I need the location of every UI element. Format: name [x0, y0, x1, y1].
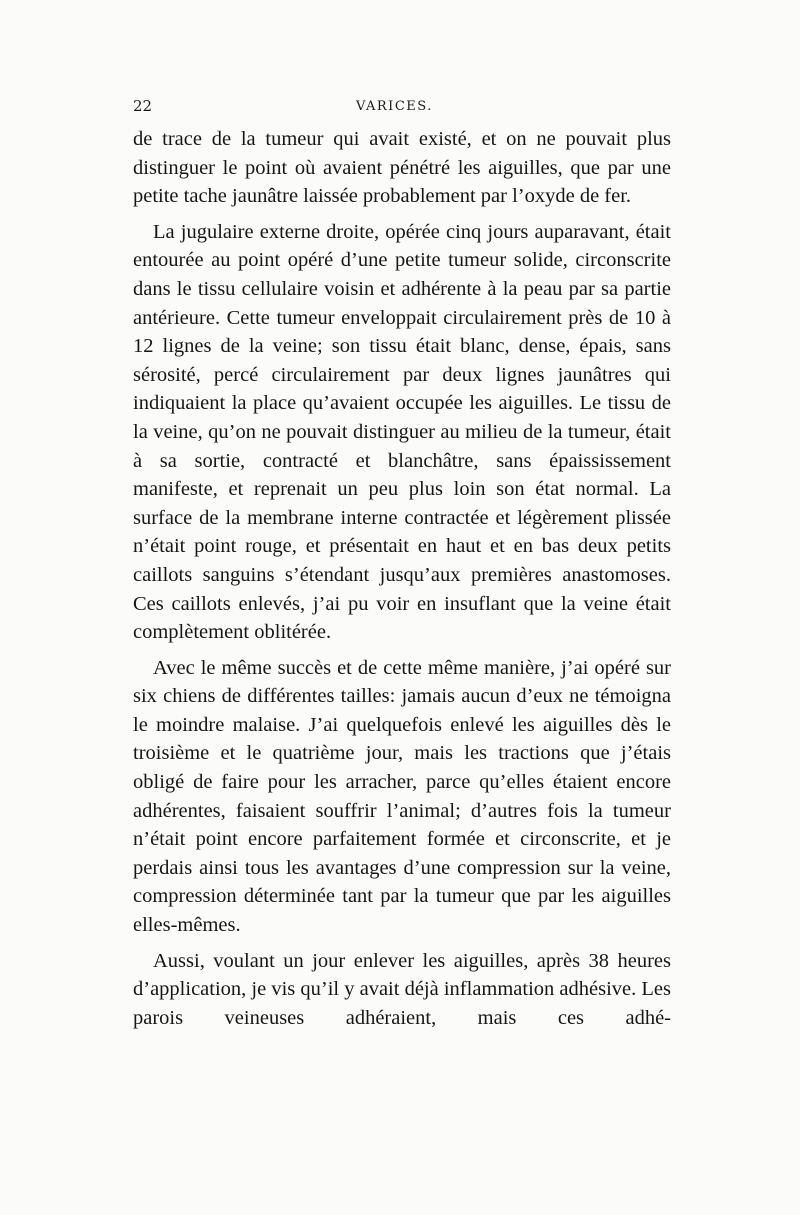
running-title: VARICES. — [356, 99, 433, 114]
paragraph-needle-removal: Aussi, voulant un jour enlever les aiguilles, après 38 heures d’application, je vis qu’il y avait déjà inflammation adhésive. Les parois veineuses adhéraient, mais ces adhé- — [133, 949, 671, 1029]
body-text — [133, 125, 671, 1039]
page-number: 22 — [133, 97, 153, 115]
running-head — [133, 97, 669, 119]
paragraph-jugular-vein: La jugulaire externe droite, opérée cinq jours auparavant, était entourée au point opéré d’une petite tumeur solide, circonscrite dans le tissu cellulaire voisin et adhérente à la peau par sa partie antérieure. Cette tumeur enveloppait circulairement près de 10 à 12 lignes de la veine; son tissu était blanc, dense, épais, sans sérosité, percé circulairement par deux lignes jaunâtres qui indiquaient la place qu’avaient occupée les aiguilles. Le tissu de la veine, qu’on ne pouvait distinguer au milieu de la tumeur, était à sa sortie, contracté et blanchâtre, sans épaississement manifeste, et reprenait un peu plus loin son état normal. La surface de la membrane interne contractée et légèrement plissée n’était point rouge, et présentait en haut et en bas deux petits caillots sanguins s’étendant jusqu’aux premières anastomoses. Ces caillots enlevés, j’ai pu voir en insuflant que la veine était complètement oblitérée. — [133, 220, 671, 644]
paragraph-continuation: de trace de la tumeur qui avait existé, et on ne pouvait plus distinguer le point où avaient pénétré les aiguilles, que par une petite tache jaunâtre laissée probablement par l’oxyde de fer. — [133, 128, 671, 208]
paragraph-dog-experiments: Avec le même succès et de cette même manière, j’ai opéré sur six chiens de différentes tailles: jamais aucun d’eux ne témoigna le moindre malaise. J’ai quelquefois enlevé les aiguilles dès le troisième et le quatrième jour, mais les tractions que j’étais obligé de faire pour les arracher, parce qu’elles étaient encore adhérentes, faisaient souffrir l’animal; d’autres fois la tumeur n’était point encore parfaitement formée et circonscrite, et je perdais ainsi tous les avantages d’une compression sur la veine, compression déterminée tant par la tumeur que par les aiguilles elles-mêmes. — [133, 656, 671, 937]
